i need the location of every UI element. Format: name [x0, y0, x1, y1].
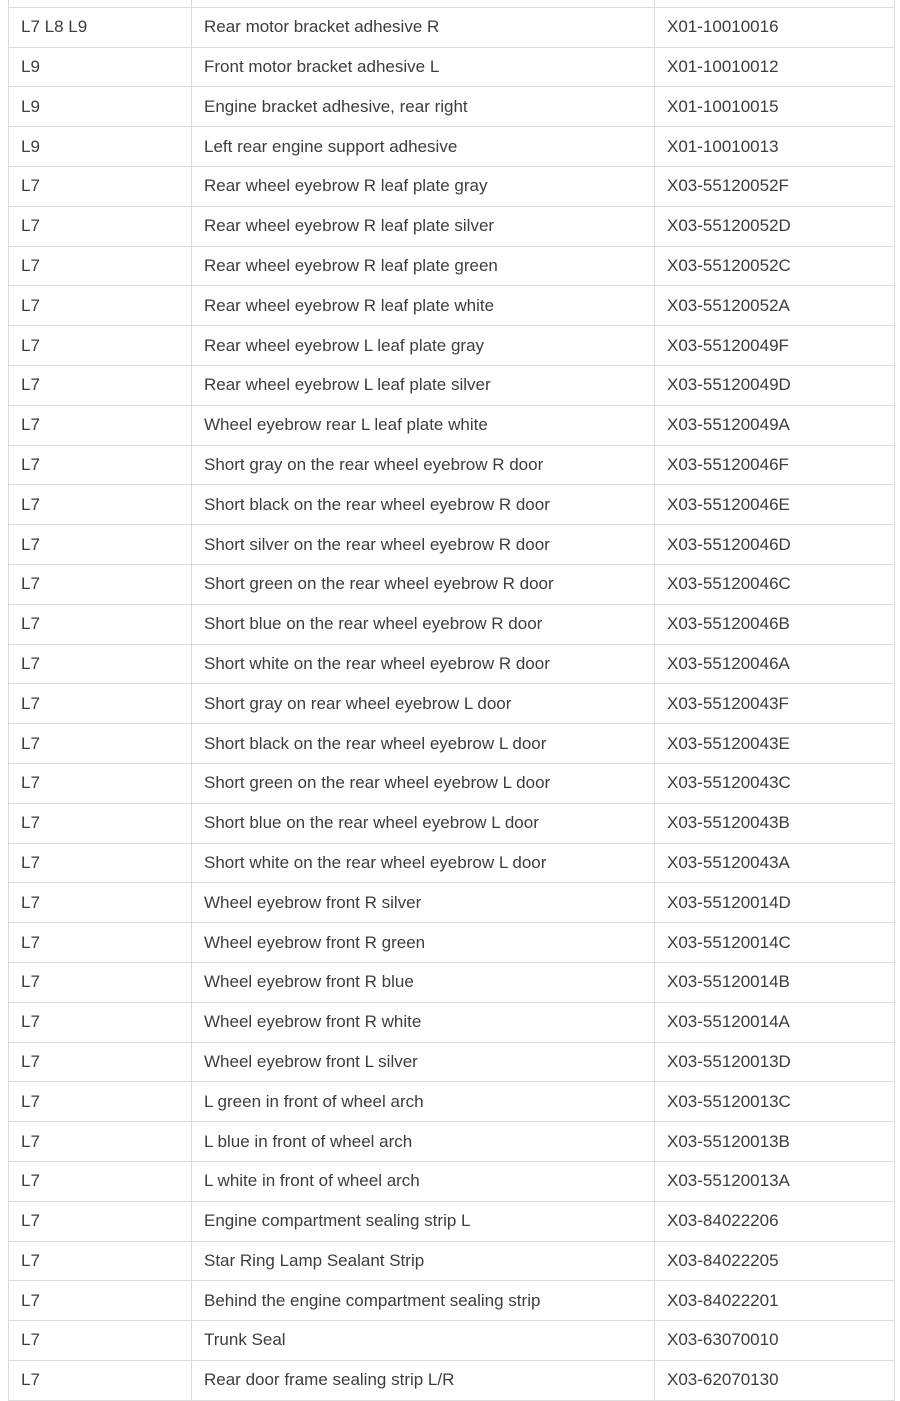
table-row [9, 684, 895, 724]
table-row [9, 166, 895, 206]
table-cell-name: Rear wheel eyebrow L leaf plate gray [192, 326, 655, 366]
table-cell-part-no: X03-55120043E [655, 724, 895, 764]
table-cell-model: L7 [9, 365, 192, 405]
table-cell-name: L green in front of wheel arch [192, 1082, 655, 1122]
table-cell-part-no: X03-55120014A [655, 1002, 895, 1042]
table-row [9, 87, 895, 127]
table-cell-name: Short white on the rear wheel eyebrow R door [192, 644, 655, 684]
table-cell-name: Front motor bracket adhesive L [192, 47, 655, 87]
table-cell-model [9, 0, 192, 7]
table-cell-part-no: X03-55120052D [655, 206, 895, 246]
table-cell-part-no: X03-55120049D [655, 365, 895, 405]
table-cell-name: Short silver on the rear wheel eyebrow R door [192, 525, 655, 565]
table-cell-part-no: X03-55120052F [655, 166, 895, 206]
table-row [9, 246, 895, 286]
table-cell-model: L7 [9, 1161, 192, 1201]
table-cell-name: Wheel eyebrow front R green [192, 923, 655, 963]
table-row [9, 604, 895, 644]
table-cell-model: L7 [9, 525, 192, 565]
table-cell-model: L7 [9, 1201, 192, 1241]
table-row [9, 962, 895, 1002]
table-cell-model: L9 [9, 87, 192, 127]
table-row [9, 1002, 895, 1042]
table-row [9, 644, 895, 684]
table-row [9, 1281, 895, 1321]
table-cell-part-no: X01-10010013 [655, 127, 895, 167]
table-cell-model: L7 [9, 843, 192, 883]
table-cell-model: L7 [9, 684, 192, 724]
table-row [9, 286, 895, 326]
table-cell-model: L7 [9, 485, 192, 525]
table-row [9, 206, 895, 246]
table-cell-name: Short gray on the rear wheel eyebrow R door [192, 445, 655, 485]
table-cell-part-no: X01-10010015 [655, 87, 895, 127]
table-cell-model: L7 [9, 246, 192, 286]
table-cell-part-no: X03-55120046D [655, 525, 895, 565]
table-cell-part-no: X03-55120013B [655, 1122, 895, 1162]
table-row [9, 47, 895, 87]
table-cell-model: L7 [9, 883, 192, 923]
parts-table [8, 0, 895, 1401]
table-cell-model: L7 [9, 1082, 192, 1122]
table-cell-model: L7 [9, 923, 192, 963]
table-cell-model: L7 [9, 763, 192, 803]
table-cell-name: Rear wheel eyebrow R leaf plate gray [192, 166, 655, 206]
table-cell-model: L7 [9, 1241, 192, 1281]
table-row [9, 1161, 895, 1201]
table-row [9, 1241, 895, 1281]
table-cell-model: L7 [9, 604, 192, 644]
table-cell-name: Short blue on the rear wheel eyebrow L door [192, 803, 655, 843]
table-cell-part-no: X01-10010012 [655, 47, 895, 87]
table-cell-model: L7 [9, 1002, 192, 1042]
table-cell-model: L7 [9, 206, 192, 246]
table-cell-part-no: X03-55120014C [655, 923, 895, 963]
table-cell-model: L7 [9, 286, 192, 326]
table-cell-model: L7 [9, 1281, 192, 1321]
table-cell-model: L7 [9, 962, 192, 1002]
table-row [9, 883, 895, 923]
table-row [9, 1321, 895, 1361]
table-cell-name: Wheel eyebrow front L silver [192, 1042, 655, 1082]
table-row [9, 7, 895, 47]
table-cell-part-no: X03-55120049F [655, 326, 895, 366]
table-cell-name: Short white on the rear wheel eyebrow L door [192, 843, 655, 883]
table-cell-name: Wheel eyebrow rear L leaf plate white [192, 405, 655, 445]
table-cell-part-no: X03-55120046B [655, 604, 895, 644]
table-cell-part-no: X03-84022201 [655, 1281, 895, 1321]
table-cell-name: L blue in front of wheel arch [192, 1122, 655, 1162]
table-cell-model: L7 [9, 1122, 192, 1162]
table-cell-part-no: X03-55120052C [655, 246, 895, 286]
table-cell-name: Rear wheel eyebrow L leaf plate silver [192, 365, 655, 405]
parts-table-body [9, 0, 895, 1400]
table-row [9, 1082, 895, 1122]
table-row [9, 405, 895, 445]
table-row [9, 843, 895, 883]
table-cell-part-no: X03-55120046E [655, 485, 895, 525]
table-cell-model: L7 [9, 1360, 192, 1400]
table-cell-model: L7 [9, 1321, 192, 1361]
table-cell-model: L7 [9, 166, 192, 206]
table-row [9, 1360, 895, 1400]
table-cell-name: Short green on the rear wheel eyebrow L door [192, 763, 655, 803]
table-cell-name: L white in front of wheel arch [192, 1161, 655, 1201]
table-cell-name: Short gray on rear wheel eyebrow L door [192, 684, 655, 724]
table-cell-part-no: X03-62070130 [655, 1360, 895, 1400]
table-row [9, 485, 895, 525]
table-cell-name: Star Ring Lamp Sealant Strip [192, 1241, 655, 1281]
table-row [9, 1201, 895, 1241]
table-cell-part-no: X03-55120013A [655, 1161, 895, 1201]
table-cell-name: Engine compartment sealing strip L [192, 1201, 655, 1241]
table-cell-name: Left rear engine support adhesive [192, 127, 655, 167]
table-cell-name: Behind the engine compartment sealing strip [192, 1281, 655, 1321]
table-row [9, 1042, 895, 1082]
table-cell-part-no: X03-55120043A [655, 843, 895, 883]
table-cell-name: Rear door frame sealing strip L/R [192, 1360, 655, 1400]
table-cell-model: L7 [9, 644, 192, 684]
table-cell-part-no: X03-55120043F [655, 684, 895, 724]
table-cell-part-no: X03-55120046C [655, 564, 895, 604]
table-cell-name: Short black on the rear wheel eyebrow R door [192, 485, 655, 525]
table-cell-part-no: X03-55120014D [655, 883, 895, 923]
table-cell-part-no: X03-55120049A [655, 405, 895, 445]
table-cell-name [192, 0, 655, 7]
table-row [9, 127, 895, 167]
table-cell-part-no: X03-55120052A [655, 286, 895, 326]
table-cell-part-no [655, 0, 895, 7]
table-cell-part-no: X03-55120043B [655, 803, 895, 843]
table-cell-model: L7 [9, 724, 192, 764]
table-cell-model: L9 [9, 127, 192, 167]
table-cell-part-no: X03-55120043C [655, 763, 895, 803]
table-cell-model: L9 [9, 47, 192, 87]
table-cell-name: Short black on the rear wheel eyebrow L door [192, 724, 655, 764]
table-cell-name: Trunk Seal [192, 1321, 655, 1361]
table-cell-part-no: X03-55120046F [655, 445, 895, 485]
table-row [9, 445, 895, 485]
table-row [9, 365, 895, 405]
table-cell-name: Short blue on the rear wheel eyebrow R door [192, 604, 655, 644]
table-row [9, 724, 895, 764]
table-cell-model: L7 [9, 564, 192, 604]
table-cell-name: Short green on the rear wheel eyebrow R door [192, 564, 655, 604]
table-cell-part-no: X01-10010016 [655, 7, 895, 47]
table-cell-model: L7 [9, 445, 192, 485]
table-cell-name: Wheel eyebrow front R blue [192, 962, 655, 1002]
table-cell-name: Rear wheel eyebrow R leaf plate silver [192, 206, 655, 246]
table-row [9, 525, 895, 565]
table-cell-part-no: X03-55120046A [655, 644, 895, 684]
table-cell-name: Engine bracket adhesive, rear right [192, 87, 655, 127]
table-row [9, 763, 895, 803]
table-cell-part-no: X03-84022206 [655, 1201, 895, 1241]
table-row-partial [9, 0, 895, 7]
table-row [9, 1122, 895, 1162]
table-cell-part-no: X03-55120013C [655, 1082, 895, 1122]
table-cell-part-no: X03-63070010 [655, 1321, 895, 1361]
table-cell-model: L7 L8 L9 [9, 7, 192, 47]
table-row [9, 923, 895, 963]
table-cell-part-no: X03-84022205 [655, 1241, 895, 1281]
table-cell-name: Rear wheel eyebrow R leaf plate white [192, 286, 655, 326]
parts-table-container [8, 0, 894, 1401]
table-row [9, 803, 895, 843]
table-cell-part-no: X03-55120013D [655, 1042, 895, 1082]
table-row [9, 326, 895, 366]
table-row [9, 564, 895, 604]
table-cell-name: Wheel eyebrow front R silver [192, 883, 655, 923]
table-cell-part-no: X03-55120014B [655, 962, 895, 1002]
table-cell-name: Rear motor bracket adhesive R [192, 7, 655, 47]
table-cell-model: L7 [9, 326, 192, 366]
table-cell-model: L7 [9, 803, 192, 843]
table-cell-name: Rear wheel eyebrow R leaf plate green [192, 246, 655, 286]
table-cell-name: Wheel eyebrow front R white [192, 1002, 655, 1042]
table-cell-model: L7 [9, 405, 192, 445]
table-cell-model: L7 [9, 1042, 192, 1082]
